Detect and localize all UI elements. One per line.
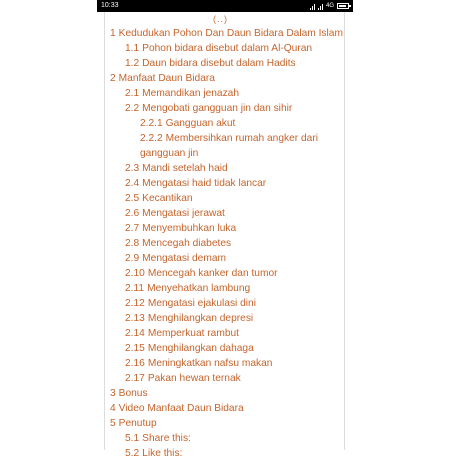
toc-number: 1.1 [125,43,140,54]
toc-number: 2.15 [125,343,145,354]
toc-label: Bonus [118,388,148,399]
toc-link-2-13[interactable] [125,312,253,327]
toc-link-2-2-1[interactable] [140,117,235,132]
toc-label: Kecantikan [142,193,193,204]
toc-label: Memandikan jenazah [142,88,240,99]
toc-link-5-2[interactable] [125,447,182,462]
status-bar [97,0,353,12]
toc-number: 2.10 [125,268,145,279]
phone-screen [97,0,353,459]
toc-link-2-5[interactable] [125,192,193,207]
status-time: 10:33 [101,2,119,9]
toc-label: Menghilangkan depresi [147,313,254,324]
toc-number: 2.2 [125,103,140,114]
toc-link-1-1[interactable] [125,42,312,57]
toc-number: 2.6 [125,208,140,219]
toc-label: Gangguan akut [165,118,236,129]
toc-number: 4 [110,403,116,414]
toc-link-2-16[interactable] [125,357,272,372]
toc-label: Daun bidara disebut dalam Hadits [142,58,296,69]
toc-link-2-7[interactable] [125,222,236,237]
toc-label: Memperkuat rambut [147,328,239,339]
battery-icon [337,3,349,9]
table-of-contents [104,12,345,459]
toc-label: Meningkatkan nafsu makan [147,358,273,369]
toc-number: 2.17 [125,373,145,384]
toc-label: Like this: [142,448,183,459]
toc-link-2-2[interactable] [125,102,292,117]
toc-number: 2.9 [125,253,140,264]
toc-label: Menghilangkan dahaga [147,343,254,354]
toc-number: 1 [110,28,116,39]
toc-number: 5 [110,418,116,429]
signal-icon-2 [318,3,323,10]
toc-label: Mandi setelah haid [142,163,228,174]
toc-number: 2.16 [125,358,145,369]
toc-link-2-3[interactable] [125,162,228,177]
toc-label: Mengobati gangguan jin dan sihir [142,103,293,114]
toc-label: Mencegah kanker dan tumor [147,268,278,279]
toc-link-2-10[interactable] [125,267,278,282]
toc-number: 2.7 [125,223,140,234]
toc-number: 1.2 [125,58,140,69]
toc-link-2-12[interactable] [125,297,256,312]
toc-number: 2.2.1 [140,118,163,129]
toc-label: Mengatasi jerawat [142,208,225,219]
toc-number: 5.1 [125,433,140,444]
toc-number: 2.1 [125,88,140,99]
toc-number: 3 [110,388,116,399]
toc-number: 5.2 [125,448,140,459]
toc-number: 2.8 [125,238,140,249]
toc-number: 2.14 [125,328,145,339]
toc-label: Menyehatkan lambung [147,283,251,294]
toc-label: Pakan hewan ternak [147,373,241,384]
toc-link-2-1[interactable] [125,87,239,102]
toc-label: Membersihkan rumah angker dari gangguan jin [140,133,318,159]
toc-label: Share this: [142,433,191,444]
toc-link-2-4[interactable] [125,177,266,192]
toc-link-2-6[interactable] [125,207,225,222]
toc-heading-clipped: (..) [213,14,228,24]
toc-link-2-2-2[interactable] [140,132,340,162]
toc-number: 2.13 [125,313,145,324]
toc-label: Manfaat Daun Bidara [118,73,215,84]
toc-number: 2.2.2 [140,133,163,144]
toc-label: Mencegah diabetes [142,238,232,249]
toc-label: Mengatasi ejakulasi dini [147,298,256,309]
toc-label: Mengatasi demam [142,253,226,264]
signal-icon [310,3,315,10]
toc-label: Pohon bidara disebut dalam Al-Quran [142,43,313,54]
toc-link-2-9[interactable] [125,252,226,267]
toc-link-2-15[interactable] [125,342,254,357]
toc-link-1[interactable] [110,27,343,42]
toc-label: Video Manfaat Daun Bidara [118,403,244,414]
toc-label: Kedudukan Pohon Dan Daun Bidara Dalam Islam [118,28,343,39]
toc-link-2-17[interactable] [125,372,241,387]
network-type: 4G [325,3,334,9]
toc-number: 2.5 [125,193,140,204]
toc-number: 2.12 [125,298,145,309]
toc-label: Penutup [118,418,157,429]
toc-link-4[interactable] [110,402,244,417]
toc-link-2[interactable] [110,72,215,87]
toc-number: 2 [110,73,116,84]
toc-link-5-1[interactable] [125,432,191,447]
toc-number: 2.11 [125,283,145,294]
toc-link-2-8[interactable] [125,237,231,252]
toc-link-2-14[interactable] [125,327,239,342]
toc-number: 2.4 [125,178,140,189]
toc-label: Menyembuhkan luka [142,223,237,234]
toc-link-3[interactable] [110,387,148,402]
toc-link-1-2[interactable] [125,57,296,72]
toc-link-2-11[interactable] [125,282,250,297]
toc-number: 2.3 [125,163,140,174]
toc-label: Mengatasi haid tidak lancar [142,178,267,189]
toc-link-5[interactable] [110,417,157,432]
status-indicators [310,0,349,12]
